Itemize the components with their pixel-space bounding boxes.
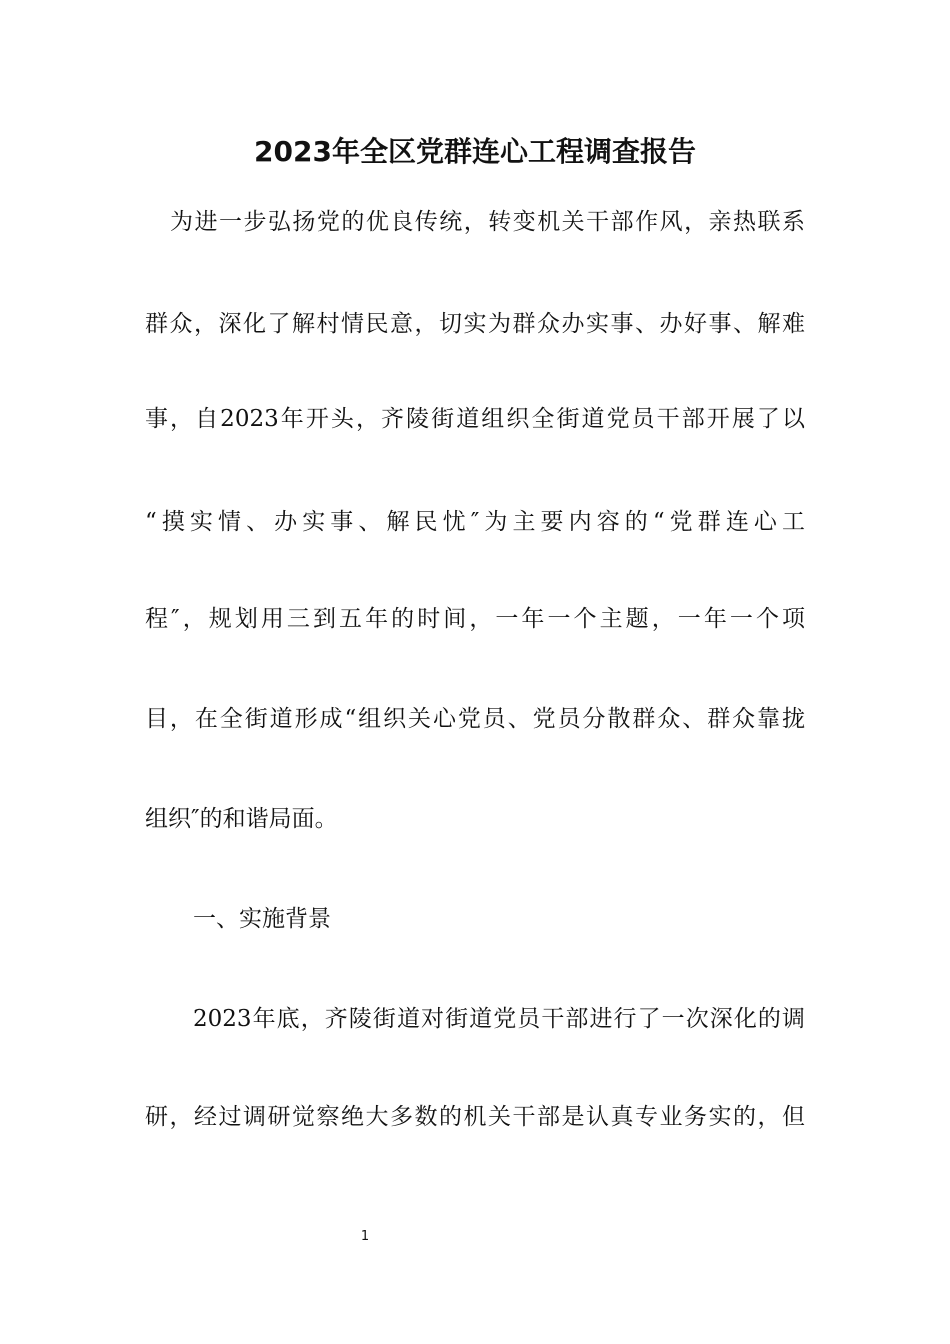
paragraph-line-6: 目，在全街道形成“组织关心党员、党员分散群众、群众靠拢: [145, 706, 805, 732]
section-heading: 一、实施背景: [193, 906, 331, 932]
paragraph-line-4: “摸实情、办实事、解民忧″为主要内容的“党群连心工: [145, 509, 805, 535]
paragraph-line-2: 群众，深化了解村情民意，切实为群众办实事、办好事、解难: [145, 311, 805, 337]
document-title: 2023年全区党群连心工程调查报告: [254, 135, 696, 168]
paragraph-line-9: 研，经过调研觉察绝大多数的机关干部是认真专业务实的，但: [145, 1104, 805, 1130]
paragraph-line-1: 为进一步弘扬党的优良传统，转变机关干部作风，亲热联系: [170, 209, 805, 235]
paragraph-line-8: 2023年底，齐陵街道对街道党员干部进行了一次深化的调: [193, 1006, 805, 1032]
page-number: 1: [360, 1229, 370, 1244]
paragraph-line-5: 程″，规划用三到五年的时间，一年一个主题，一年一个项: [145, 606, 805, 632]
paragraph-line-3: 事，自2023年开头，齐陵街道组织全街道党员干部开展了以: [145, 406, 805, 432]
paragraph-line-7: 组织″的和谐局面。: [145, 806, 338, 832]
